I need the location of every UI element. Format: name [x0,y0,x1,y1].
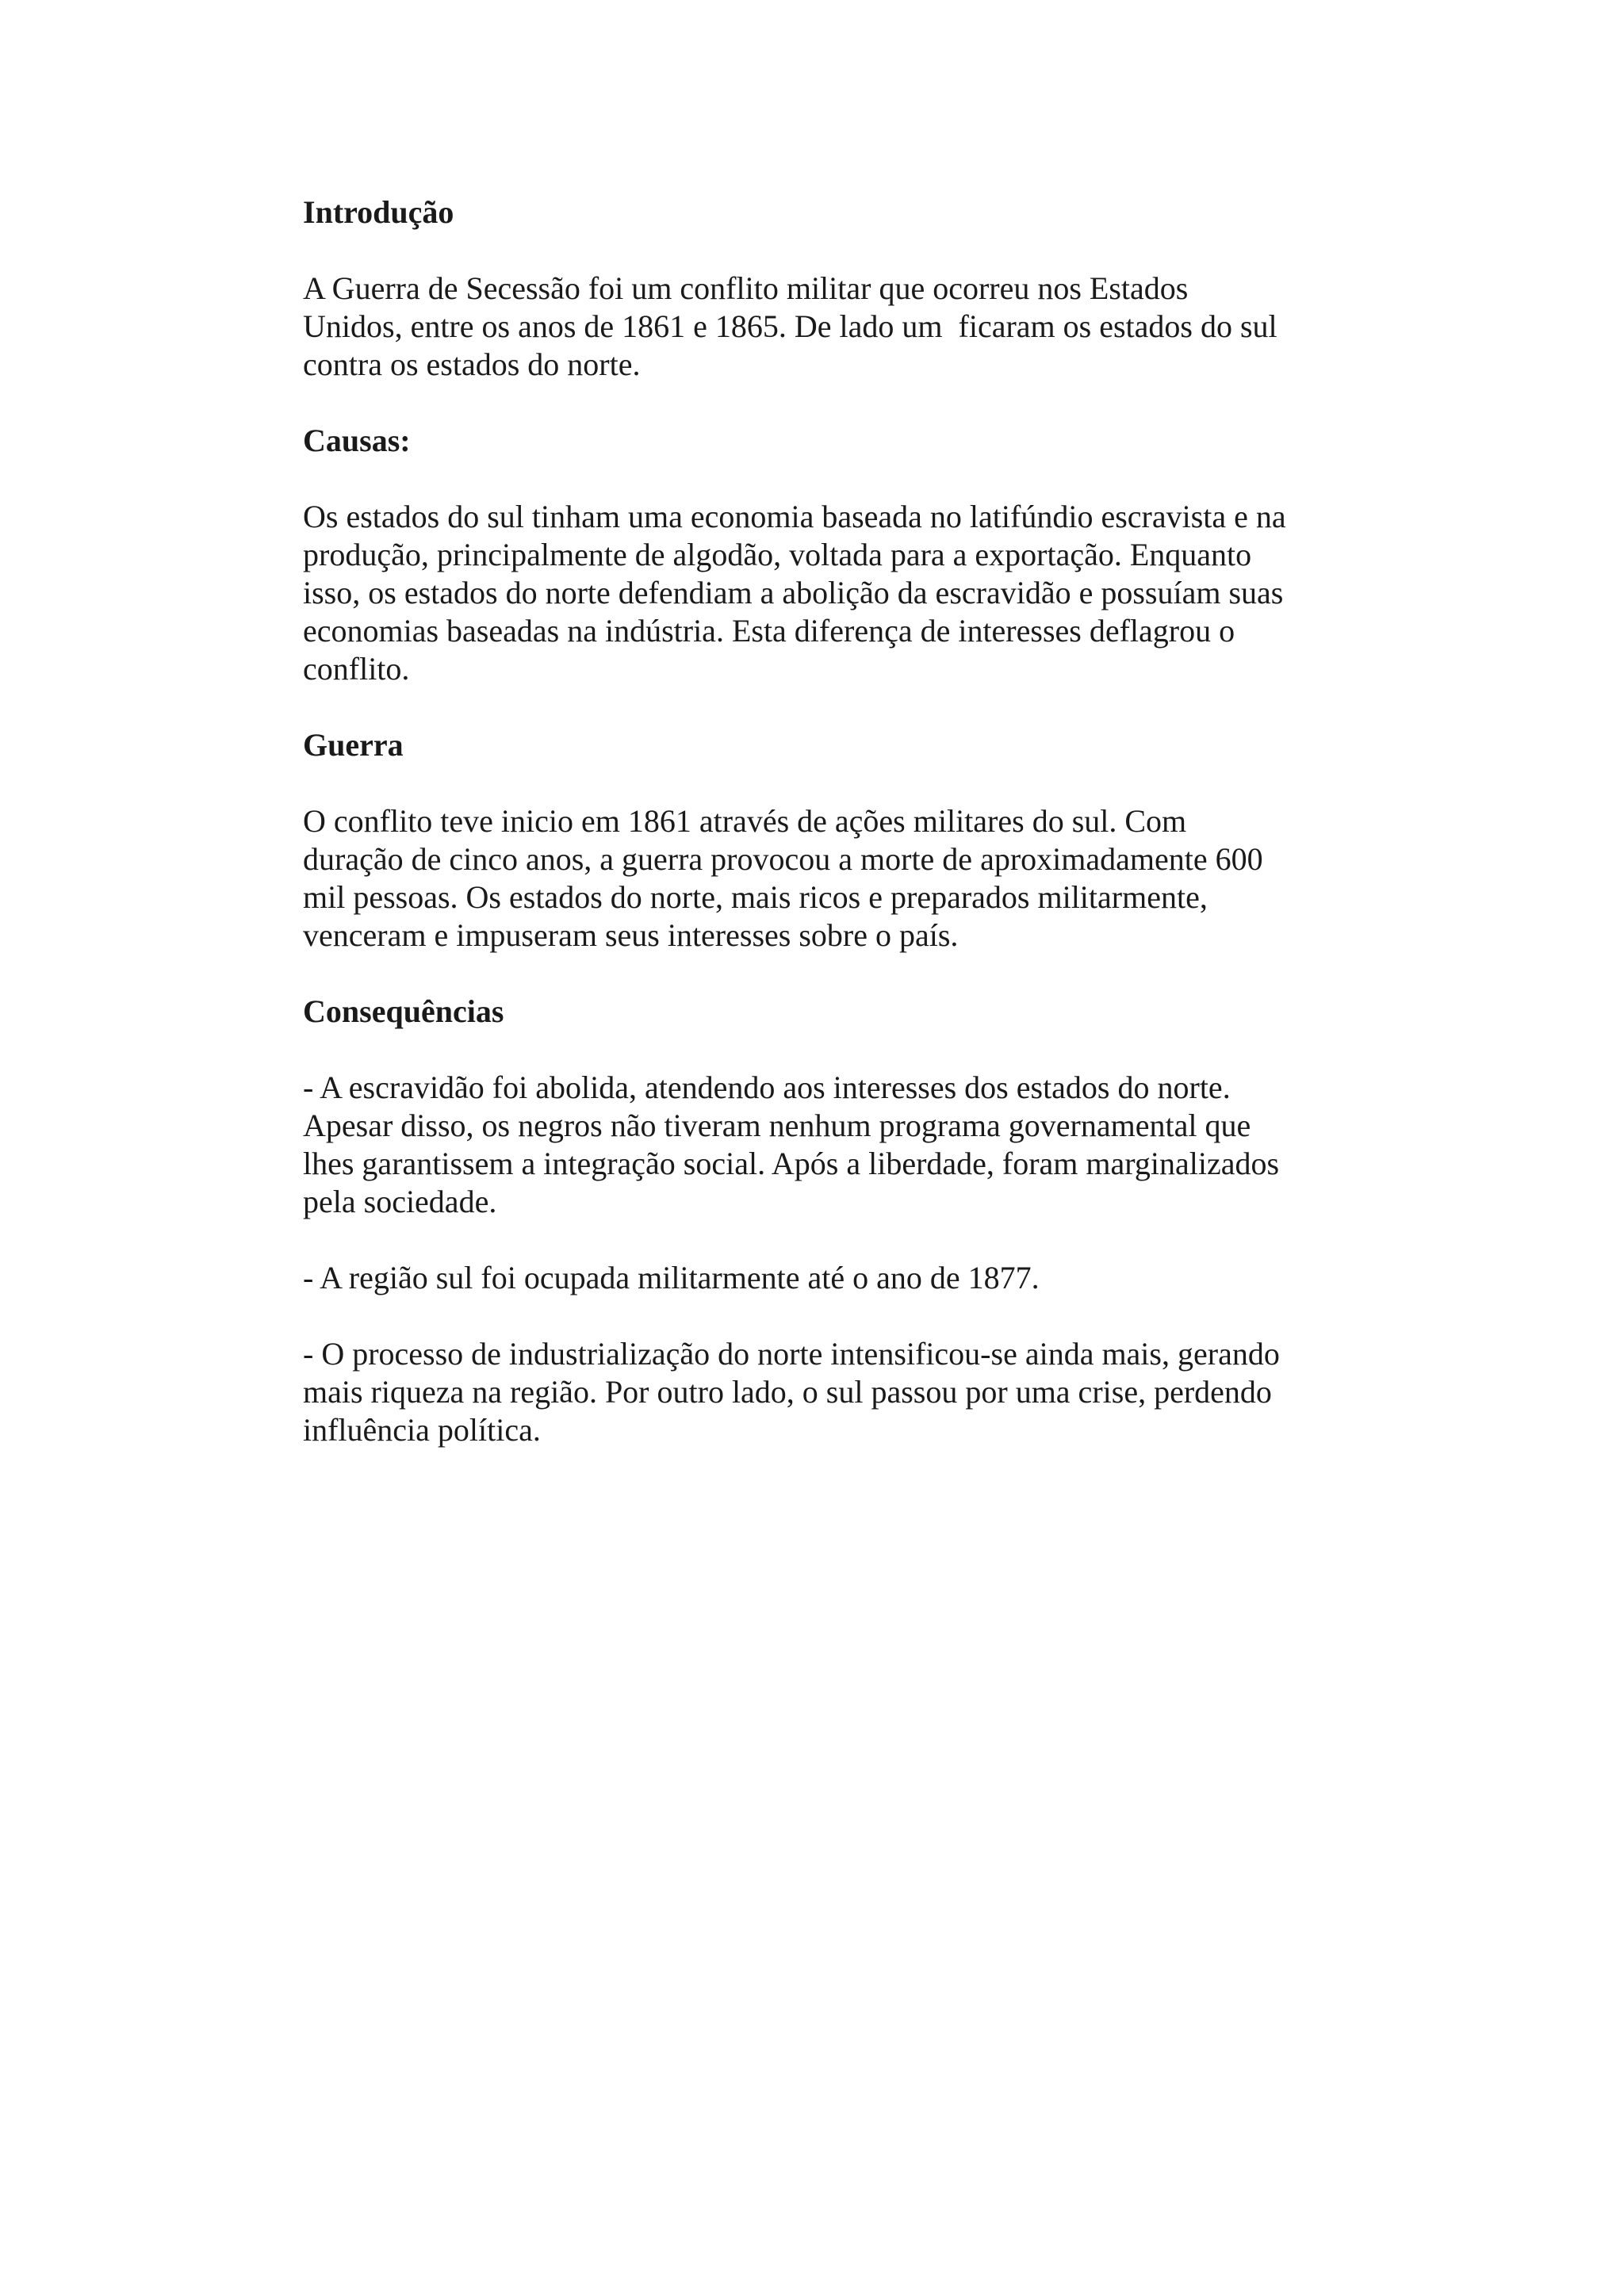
paragraph [303,1259,1334,1297]
section-consequencias [303,993,1334,1449]
text-line: A Guerra de Secessão foi um conflito militar que ocorreu nos Estados [303,270,1189,306]
text-line: conflito. [303,651,410,687]
paragraph [303,1335,1334,1449]
section-guerra [303,726,1334,993]
section-causas [303,422,1334,726]
text-line: Unidos, entre os anos de 1861 e 1865. De lado um ficaram os estados do sul [303,308,1277,344]
text-line: duração de cinco anos, a guerra provocou a morte de aproximadamente 600 [303,841,1263,877]
paragraph [303,498,1334,688]
text-line: O conflito teve inicio em 1861 através de ações militares do sul. Com [303,803,1187,839]
text-line: venceram e impuseram seus interesses sobre o país. [303,917,959,953]
text-line: - O processo de industrialização do norte intensificou-se ainda mais, gerando [303,1336,1280,1372]
text-line: lhes garantissem a integração social. Após a liberdade, foram marginalizados [303,1146,1280,1181]
section-heading: Consequências [303,993,504,1029]
text-line: pela sociedade. [303,1184,497,1219]
text-line: mil pessoas. Os estados do norte, mais ricos e preparados militarmente, [303,879,1208,915]
text-line: produção, principalmente de algodão, voltada para a exportação. Enquanto [303,537,1252,572]
paragraph [303,802,1334,955]
paragraph [303,1069,1334,1221]
text-line: economias baseadas na indústria. Esta diferença de interesses deflagrou o [303,613,1235,649]
paragraph [303,270,1334,384]
section-heading: Causas: [303,423,411,458]
text-line: - A escravidão foi abolida, atendendo aos interesses dos estados do norte. [303,1070,1231,1105]
text-line: influência política. [303,1412,541,1448]
text-line: Os estados do sul tinham uma economia baseada no latifúndio escravista e na [303,499,1286,534]
text-line: contra os estados do norte. [303,346,641,382]
section-heading: Guerra [303,727,404,763]
section-heading: Introdução [303,194,454,230]
text-line: - A região sul foi ocupada militarmente até o ano de 1877. [303,1260,1040,1295]
document-body [303,193,1334,1449]
text-line: mais riqueza na região. Por outro lado, o sul passou por uma crise, perdendo [303,1374,1272,1410]
text-line: isso, os estados do norte defendiam a abolição da escravidão e possuíam suas [303,575,1284,610]
text-line: Apesar disso, os negros não tiveram nenhum programa governamental que [303,1108,1251,1143]
section-introducao [303,193,1334,422]
